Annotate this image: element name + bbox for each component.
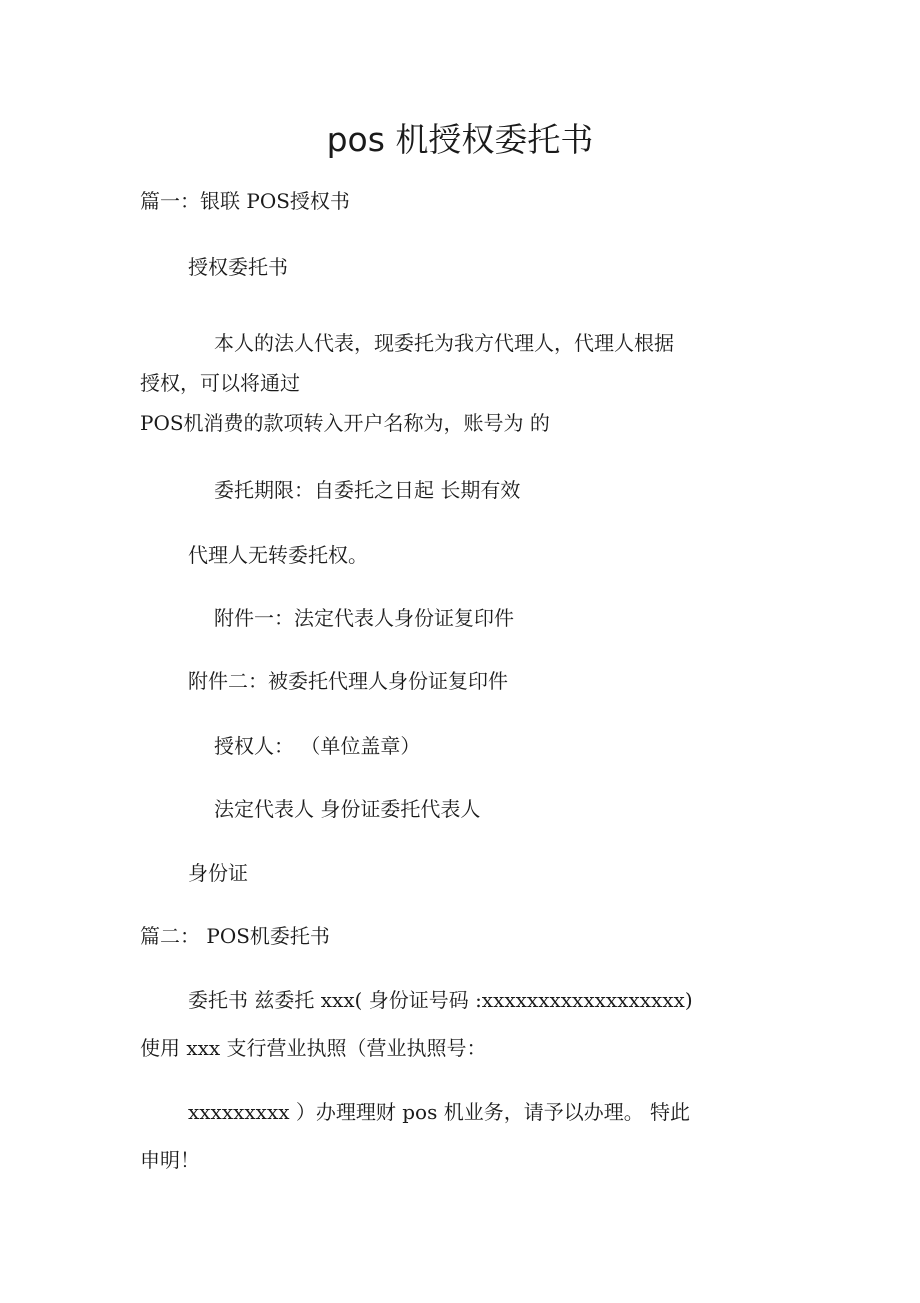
section-2-line-1: 委托书 兹委托 xxx( 身份证号码 :xxxxxxxxxxxxxxxxxx) [188,988,693,1012]
section-1-line-10: 法定代表人 身份证委托代表人 [214,797,481,821]
section-1-line-6: 代理人无转委托权。 [188,543,368,567]
section-2-line-4: 申明！ [140,1148,200,1172]
section-1-line-5: 委托期限：自委托之日起 长期有效 [214,478,521,502]
section-2-heading: 篇二： POS机委托书 [140,924,330,948]
section-1-line-1: 授权委托书 [188,255,288,279]
section-1-line-4: POS机消费的款项转入开户名称为，账号为 的 [140,411,550,435]
section-1-heading: 篇一：银联 POS授权书 [140,189,350,213]
section-1-line-11: 身份证 [188,861,248,885]
section-2-line-2: 使用 xxx 支行营业执照（营业执照号： [140,1036,487,1060]
section-2-line-3: xxxxxxxxx ）办理理财 pos 机业务，请予以办理。 特此 [188,1100,691,1124]
section-1-line-9: 授权人： （单位盖章） [214,734,421,758]
section-1-line-3: 授权，可以将通过 [140,371,300,395]
section-1-line-7: 附件一：法定代表人身份证复印件 [214,606,514,630]
section-1-line-2: 本人的法人代表，现委托为我方代理人，代理人根据 [214,331,674,355]
section-1-line-8: 附件二：被委托代理人身份证复印件 [188,669,508,693]
document-title: pos 机授权委托书 [326,120,594,159]
